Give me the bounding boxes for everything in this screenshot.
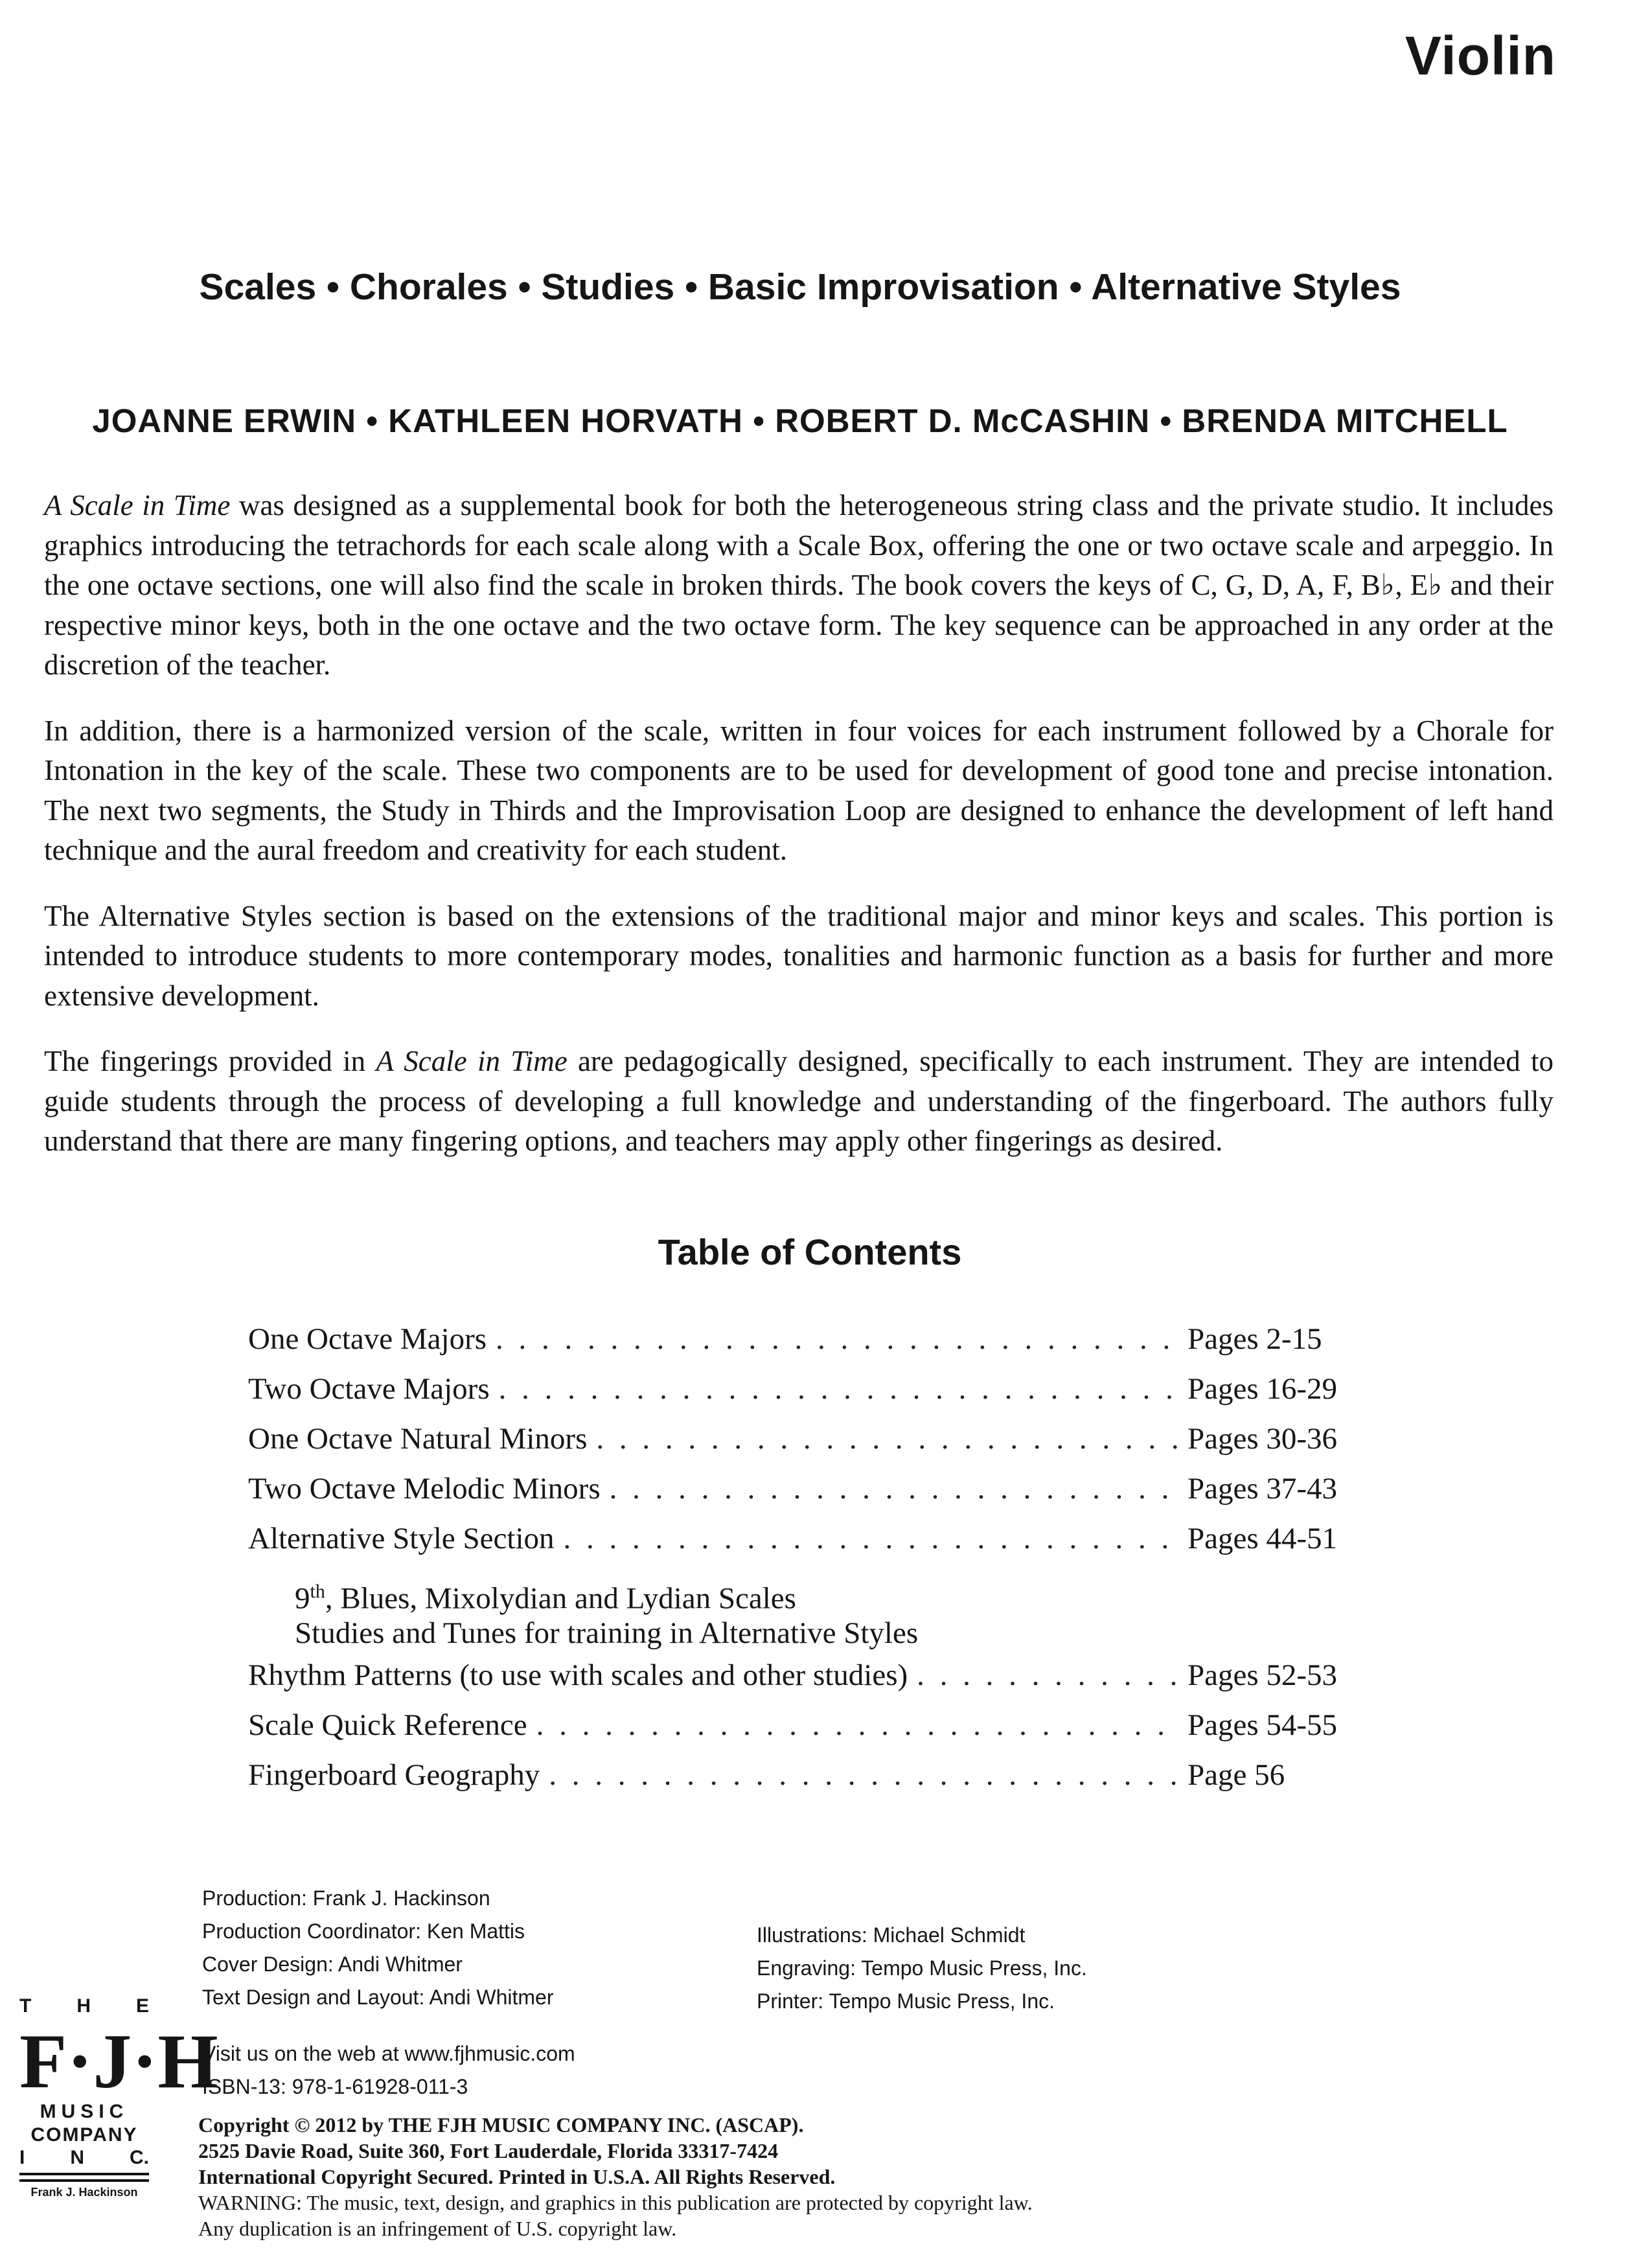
intro-paragraph-4-text-a: The fingerings provided in [44,1045,376,1077]
toc-subentry-number: 9 [295,1581,310,1616]
toc-entry-pages: Pages 2-15 [1187,1322,1322,1356]
logo-letter: N [70,2147,84,2168]
table-of-contents [248,1322,1349,1807]
credit-printer: Printer: Tempo Music Press, Inc. [757,1989,1055,2013]
toc-leader-dots [596,1421,1178,1456]
credit-text-design: Text Design and Layout: Andi Whitmer [202,1986,554,2009]
credits-right [757,1919,1087,2018]
instrument-title: Violin [1405,25,1556,86]
toc-entry-pages: Pages 30-36 [1187,1422,1338,1456]
intro-paragraph-2: In addition, there is a harmonized version of the scale, written in four voices for each instrument followed by a Chorale for Intonation in the key of the scale. These two components are to be used for development of good tone and precise intonation. The next two segments, the Study in Thirds and the Improvisation Loop are designed to enhance the development of left hand technique and the aural freedom and creativity for each student. [44,714,1554,866]
web-and-isbn [202,2037,575,2103]
toc-leader-dots [917,1658,1178,1693]
toc-entry-title: Fingerboard Geography [248,1758,540,1792]
credit-illustrations: Illustrations: Michael Schmidt [757,1923,1026,1947]
toc-entry-title: Scale Quick Reference [248,1708,527,1742]
toc-entry-pages: Pages 52-53 [1187,1658,1338,1692]
logo-rule [19,2179,149,2182]
logo-letter: E [135,1995,149,2017]
toc-entry-pages: Page 56 [1187,1758,1285,1792]
toc-leader-dots [610,1471,1178,1506]
rights-line: International Copyright Secured. Printed in U.S.A. All Rights Reserved. [198,2165,836,2188]
logo-rule [19,2173,149,2175]
toc-entry [248,1521,1349,1571]
duplication-line: Any duplication is an infringement of U.S. copyright law. [198,2217,677,2240]
logo-the [19,1995,149,2017]
intro-paragraph-3: The Alternative Styles section is based on the extensions of the traditional major and minor keys and scales. This portion is intended to introduce students to more contemporary modes, tonalities and harmonic function as a basis for further and more extensive development. [44,899,1554,1012]
toc-subentry: Studies and Tunes for training in Alternative Styles [295,1616,919,1650]
toc-entry-title: Rhythm Patterns (to use with scales and other studies) [248,1658,908,1692]
toc-entry [248,1371,1349,1421]
logo-letter: T [19,1995,32,2017]
credit-production: Production: Frank J. Hackinson [202,1886,490,1910]
isbn-line: ISBN-13: 978-1-61928-011-3 [202,2075,468,2098]
logo-signature: Frank J. Hackinson [30,2186,138,2199]
authors-line: JOANNE ERWIN • KATHLEEN HORVATH • ROBERT D. McCASHIN • BRENDA MITCHELL [92,402,1508,439]
toc-leader-dots [549,1758,1178,1793]
toc-subentry-text: , Blues, Mixolydian and Lydian Scales [325,1581,796,1616]
toc-entry-pages: Pages 37-43 [1187,1472,1338,1506]
copyright-line: Copyright © 2012 by THE FJH MUSIC COMPANY INC. (ASCAP). [198,2113,804,2136]
credit-cover: Cover Design: Andi Whitmer [202,1953,463,1976]
toc-entry [248,1471,1349,1521]
intro-paragraph-4 [44,1042,1554,1162]
toc-entry-title: One Octave Majors [248,1322,487,1356]
toc-leader-dots [536,1708,1178,1743]
toc-entry [248,1758,1349,1807]
fjh-logo [19,1995,218,2241]
toc-subentry [248,1571,1349,1616]
website-line: Visit us on the web at www.fjhmusic.com [202,2042,575,2065]
logo-music: MUSIC [40,2101,129,2122]
logo-company: COMPANY [30,2124,138,2146]
book-subtitle: Scales • Chorales • Studies • Basic Improvisation • Alternative Styles [199,266,1401,308]
intro-paragraph-1 [44,486,1554,685]
logo-letter: C. [129,2147,149,2168]
toc-subentry-superscript: th [310,1581,325,1602]
credits-left [202,1882,554,2014]
book-title-italic: A Scale in Time [376,1045,568,1077]
toc-entry-pages: Pages 54-55 [1187,1708,1338,1742]
toc-entry [248,1322,1349,1371]
toc-leader-dots [564,1521,1178,1556]
toc-leader-dots [499,1371,1178,1406]
intro-paragraph-4-text-b: are pedagogically designed, specifically to each instrument. They are intended to guide students through the process of developing a full knowledge and understanding of the fingerboard. The authors fully understand that there are many fingering options, and teachers may apply other fingerings as desired. [44,1045,1554,1157]
logo-letter: H [76,1995,91,2017]
warning-line: WARNING: The music, text, design, and graphics in this publication are protected by copyright law. [198,2191,1033,2214]
toc-entry-pages: Pages 44-51 [1187,1522,1338,1555]
toc-entry-pages: Pages 16-29 [1187,1372,1338,1406]
logo-inc [19,2147,149,2169]
credit-coordinator: Production Coordinator: Ken Mattis [202,1919,525,1943]
book-title-italic: A Scale in Time [44,489,231,521]
credit-engraving: Engraving: Tempo Music Press, Inc. [757,1956,1087,1980]
intro-paragraph-1-text: was designed as a supplemental book for both the heterogeneous string class and the private studio. It includes graphics introducing the tetrachords for each scale along with a Scale Box, offering the one or two octave scale and arpeggio. In the one octave sections, one will also find the scale in broken thirds. The book covers the keys of C, G, D, A, F, B♭, E♭ and their respective minor keys, both in the one octave and the two octave form. The key sequence can be approached in any order at the discretion of the teacher. [44,489,1554,681]
toc-entry-title: Two Octave Majors [248,1372,490,1406]
introduction [44,486,1554,1187]
toc-leader-dots [496,1322,1178,1357]
toc-heading: Table of Contents [658,1231,962,1272]
toc-entry [248,1708,1349,1758]
toc-entry [248,1421,1349,1471]
toc-entry [248,1658,1349,1708]
toc-entry-title: One Octave Natural Minors [248,1422,588,1456]
copyright-block [198,2112,1033,2241]
address-line: 2525 Davie Road, Suite 360, Fort Lauderdale, Florida 33317-7424 [198,2139,779,2162]
toc-entry-title: Alternative Style Section [248,1522,555,1555]
logo-letter: I [19,2147,25,2168]
toc-entry-title: Two Octave Melodic Minors [248,1472,601,1506]
logo-mark: F·J·H [19,2018,218,2104]
